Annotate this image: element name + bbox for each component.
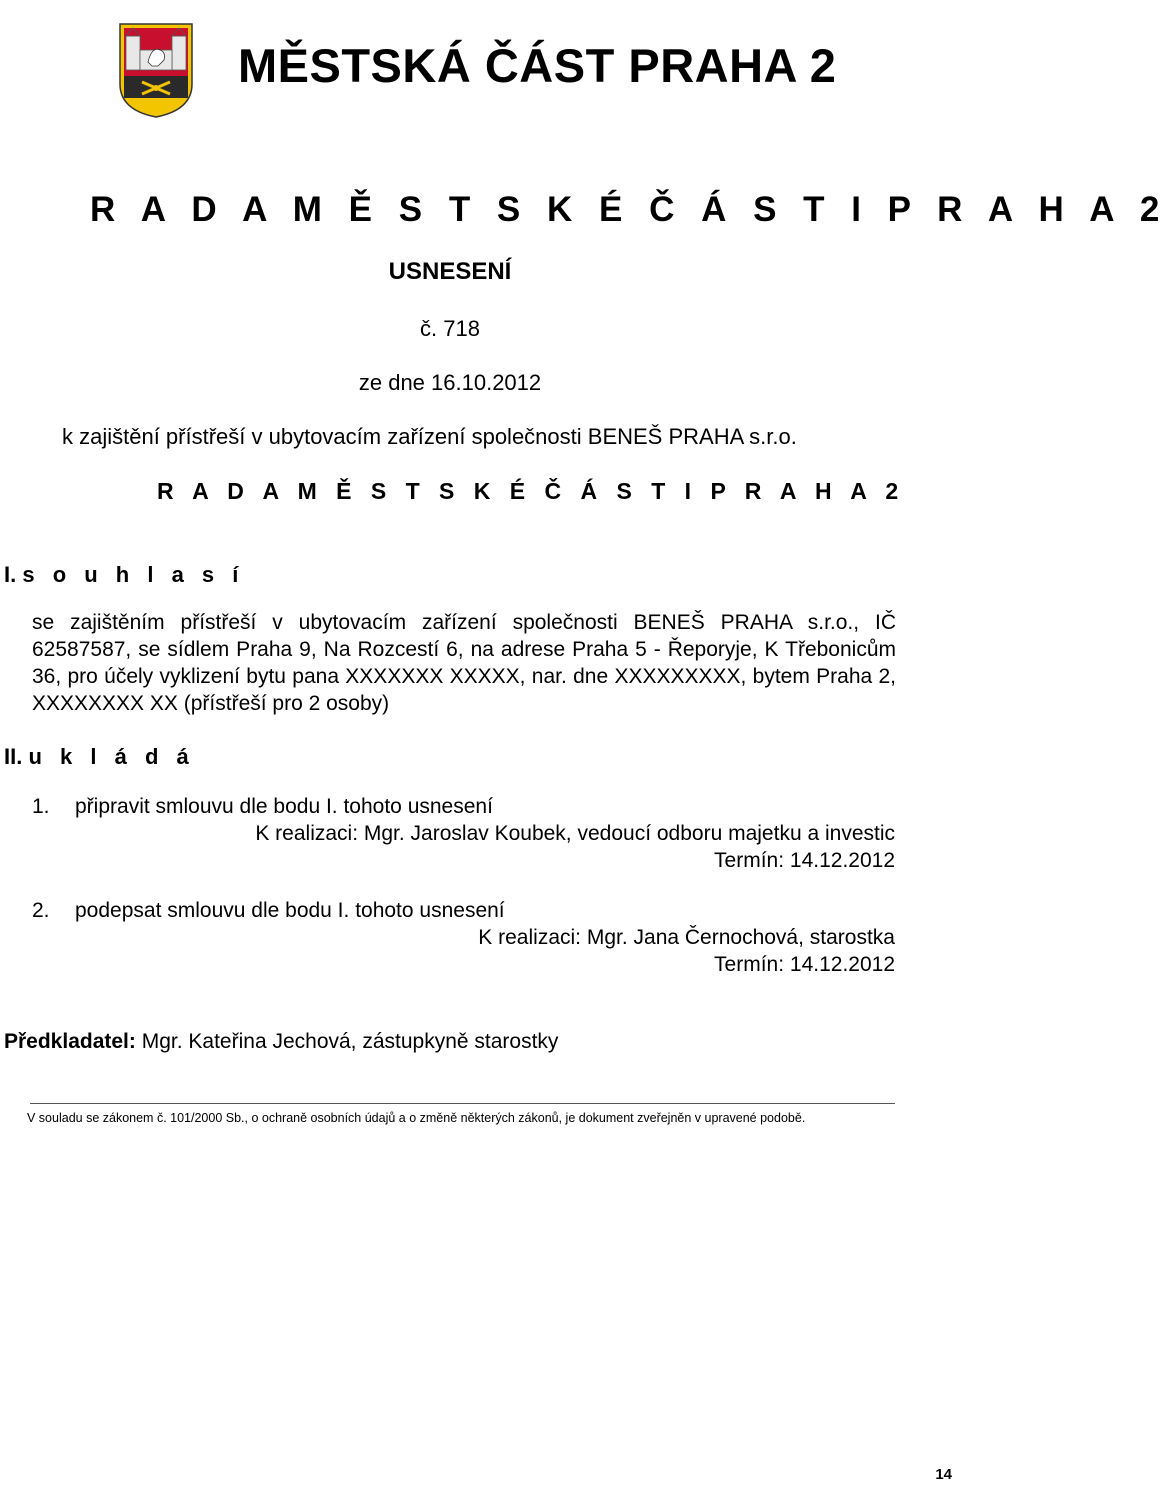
resolution-label: USNESENÍ bbox=[388, 258, 512, 285]
council-heading: R A D A M Ě S T S K É Č Á S T I P R A H A 2 bbox=[90, 190, 1168, 229]
task-1-responsible: K realizaci: Mgr. Jaroslav Koubek, vedoucí odboru majetku a investic bbox=[255, 822, 895, 845]
task-1-number: 1. bbox=[32, 795, 50, 818]
section-1-verb: s o u h l a s í bbox=[22, 562, 245, 587]
task-2-number: 2. bbox=[32, 899, 50, 922]
city-crest-logo bbox=[118, 22, 194, 118]
task-1-deadline: Termín: 14.12.2012 bbox=[714, 849, 895, 872]
section-2-heading bbox=[4, 744, 195, 770]
section-2-numeral: II. bbox=[4, 744, 23, 769]
submitter-label: Předkladatel: bbox=[4, 1030, 136, 1053]
footer-divider bbox=[30, 1103, 895, 1104]
council-subheading: R A D A M Ě S T S K É Č Á S T I P R A H A 2 bbox=[157, 478, 905, 504]
section-2-verb: u k l á d á bbox=[28, 744, 195, 769]
page-number: 14 bbox=[935, 1466, 952, 1483]
task-2-deadline: Termín: 14.12.2012 bbox=[714, 953, 895, 976]
task-2-text: podepsat smlouvu dle bodu I. tohoto usnesení bbox=[75, 899, 505, 922]
section-1-heading bbox=[4, 562, 244, 588]
section-1-numeral: I. bbox=[4, 562, 17, 587]
task-2-responsible: K realizaci: Mgr. Jana Černochová, starostka bbox=[478, 926, 895, 949]
task-1-text: připravit smlouvu dle bodu I. tohoto usnesení bbox=[75, 795, 493, 818]
submitter-name: Mgr. Kateřina Jechová, zástupkyně starostky bbox=[141, 1030, 559, 1053]
footer-note: V souladu se zákonem č. 101/2000 Sb., o ochraně osobních údajů a o změně některých zákonů, je dokument zveřejněn v upravené podobě. bbox=[27, 1111, 806, 1125]
resolution-date: ze dne 16.10.2012 bbox=[358, 370, 542, 395]
logo-wordmark: MĚSTSKÁ ČÁST PRAHA 2 bbox=[238, 39, 837, 92]
section-1-text: se zajištěním přístřeší v ubytovacím zařízení společnosti BENEŠ PRAHA s.r.o., IČ 62587587, se sídlem Praha 9, Na Rozcestí 6, na adrese Praha 5 - Řeporyje, K Třebonicům 36, pro účely vyklizení bytu pana XXXXXXX XXXXX, nar. dne XXXXXXXXX, bytem Praha 2, XXXXXXXX XX (přístřeší pro 2 osoby) bbox=[32, 611, 896, 715]
resolution-subject: k zajištění přístřeší v ubytovacím zařízení společnosti BENEŠ PRAHA s.r.o. bbox=[62, 424, 797, 449]
submitter-line bbox=[4, 1030, 558, 1054]
resolution-number: č. 718 bbox=[420, 316, 480, 341]
